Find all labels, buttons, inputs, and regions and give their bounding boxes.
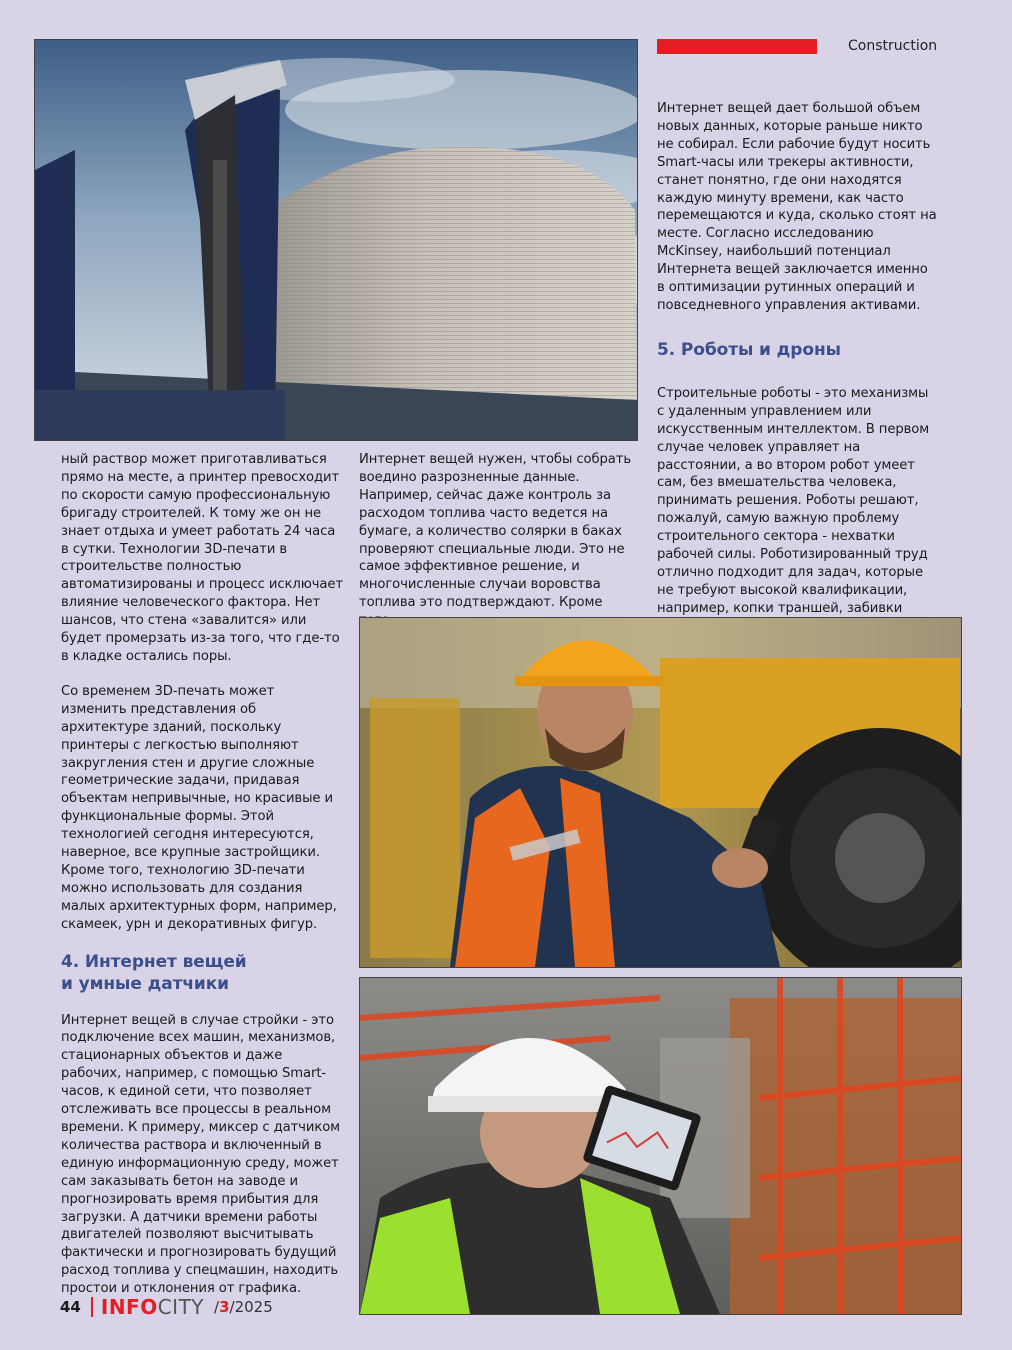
photo-worker-with-phone: [359, 617, 962, 968]
body-paragraph: Со временем 3D-печать может изменить представления об архитектуре зданий, поскольку принтеры с легкостью выполняют закругления стен и другие сложные геометрические задачи, придавая объектам непривычные, но красивые и функциональные формы. Этой технологией сегодня интересуются, наверное, все крупные застройщики. Кроме того, технологию 3D-печати можно использовать для создания малых архитектурных форм, например, скамеек, урн и декоративных фигур.: [61, 683, 337, 932]
photo-3d-printed-building: [34, 39, 638, 441]
footer-divider: [91, 1297, 93, 1317]
section-color-bar: [657, 39, 817, 54]
magazine-logo: INFOCITY: [100, 1295, 205, 1319]
body-paragraph: Интернет вещей дает большой объем новых данных, которые раньше никто не собирал. Если рабочие будут носить Smart-часы или трекеры активности, станет понятно, где они находятся каждую минуту времени, как часто перемещаются и куда, сколько стоят на месте. Согласно исследованию McKinsey, наибольший потенциал Интернета вещей заключается именно в оптимизации рутинных операций и повседневного управления активами.: [657, 101, 937, 313]
issue-number: /3/2025: [214, 1298, 273, 1316]
section-heading-4: 4. Интернет вещей и умные датчики: [61, 951, 247, 994]
body-paragraph: Интернет вещей нужен, чтобы собрать воедино разрозненные данные. Например, сейчас даже контроль за расходом топлива часто ведется на бумаге, а количество солярки в баках проверяют специальные люди. Это не самое эффективное решение, и многочисленные случаи воровства топлива это подтверждают. Кроме: [359, 452, 632, 611]
column-middle: [359, 451, 639, 630]
body-paragraph: Интернет вещей в случае стройки - это подключение всех машин, механизмов, стационарных объектов и даже рабочих, например, с помощью Smart-часов, к единой сети, что позволяет отслеживать все процессы в реальном времени. К примеру, миксер с датчиком количества раствора и включенный в единую информационную среду, может сам заказывать бетон на заводе и прогнозировать время прибытия для загрузки. А датчики времени работы двигателей позволяют высчитывать фактически и прогнозировать будущий расход топлива у спецмашин, находить простои и отклонения от графика.: [61, 1012, 341, 1297]
page-footer: [60, 1296, 273, 1318]
photo-worker-with-tablet: [359, 977, 962, 1315]
section-label: Construction: [848, 38, 938, 54]
section-heading-5: 5. Роботы и дроны: [657, 339, 841, 360]
column-right: [657, 100, 937, 636]
page-number: 44: [60, 1298, 81, 1316]
body-paragraph: Строительные роботы - это механизмы с удаленным управлением или искусственным интеллектом. В первом случае человек управляет на расстоянии, а во втором робот умеет сам, без вмешательства человека, принимать решения. Роботы решают, пожалуй, самую важную проблему строительного сектора - нехватки рабочей силы. Роботизированный труд отлично подходит для задач, которые не требуют высокой квалификации, например, копки траншей, забивки: [657, 385, 930, 616]
column-left: [61, 451, 343, 1298]
body-paragraph: ный раствор может приготавливаться прямо на месте, а принтер превосходит по скорости самую профессиональную бригаду строителей. К тому же он не знает отдыха и умеет работать 24 часа в сутки. Технологии 3D-печати в строительстве полностью автоматизированы и процесс исключает влияние человеческого фактора. Нет шансов, что стена «завалится» или будет промерзать из-за того, что где-то в кладке остались поры.: [61, 452, 343, 664]
